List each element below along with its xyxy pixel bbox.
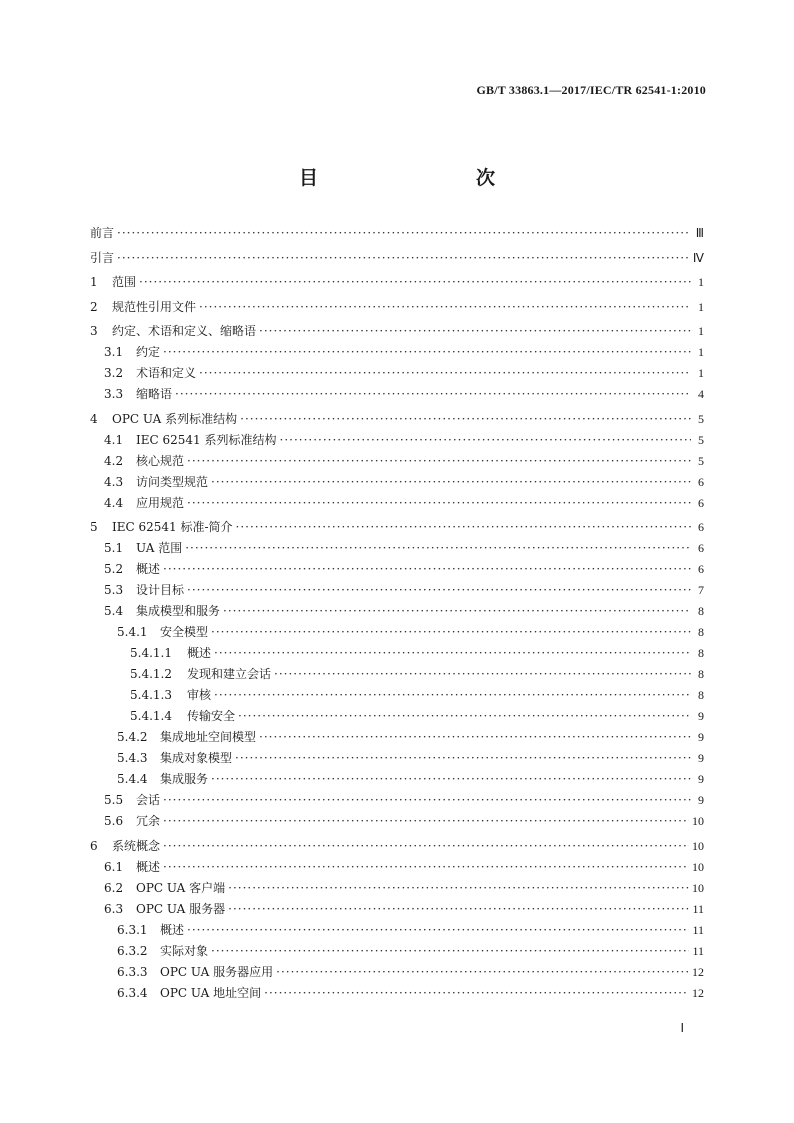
toc-entry-page: 9 — [698, 772, 704, 786]
toc-entry-label: 发现和建立会话 — [187, 667, 272, 681]
toc-entry[interactable] — [90, 219, 704, 240]
toc-entry-page: 4 — [698, 387, 704, 401]
toc-entry-number: 5.4.1.2 — [130, 667, 172, 681]
toc-entry-number: 5.4.1.3 — [130, 688, 172, 702]
toc-entry-number: 1 — [90, 275, 98, 289]
toc-entry-label: IEC 62541 系列标准结构 — [136, 432, 277, 447]
toc-entry-page: Ⅲ — [695, 226, 704, 240]
toc-entry-page: 6 — [698, 495, 704, 510]
toc-entry-number: 3.1 — [104, 345, 124, 359]
toc-entry-label: 冗余 — [136, 814, 161, 828]
toc-entry-number: 5.2 — [104, 562, 124, 576]
toc-entry-number: 2 — [90, 299, 98, 314]
toc-entry-label: 集成地址空间模型 — [160, 730, 257, 744]
dot-leader — [139, 275, 691, 289]
toc-entry-page: 10 — [692, 880, 704, 895]
toc-entry-number: 5.4.3 — [117, 751, 148, 765]
toc-entry-number: 4 — [90, 411, 98, 426]
toc-entry-label: OPC UA 地址空间 — [160, 985, 262, 1000]
table-of-contents — [90, 219, 704, 1000]
dot-leader — [259, 730, 691, 744]
toc-entry[interactable] — [90, 853, 704, 874]
dot-leader — [280, 433, 692, 447]
toc-entry-number: 4.2 — [104, 453, 124, 468]
toc-entry-number: 5.6 — [104, 814, 124, 828]
toc-entry[interactable] — [90, 937, 704, 958]
toc-entry-label: 概述 — [160, 922, 185, 937]
dot-leader — [235, 751, 691, 765]
dot-leader — [117, 251, 690, 265]
toc-entry[interactable] — [90, 380, 704, 401]
dot-leader — [185, 541, 691, 555]
toc-entry-label: 设计目标 — [136, 583, 185, 597]
toc-entry-page: 5 — [698, 453, 704, 468]
toc-entry-number: 4.3 — [104, 474, 124, 489]
page-number: Ⅰ — [680, 1021, 684, 1035]
dot-leader — [214, 646, 691, 660]
toc-entry-number: 6.3.1 — [117, 922, 148, 937]
toc-entry-page: 1 — [698, 324, 704, 338]
toc-entry-label: OPC UA 客户端 — [136, 880, 226, 895]
toc-entry-page: 10 — [692, 814, 704, 828]
dot-leader — [187, 454, 691, 468]
toc-entry-label: 缩略语 — [136, 387, 173, 401]
toc-entry-page: 1 — [698, 366, 704, 380]
toc-entry-page: 8 — [698, 604, 704, 618]
toc-entry[interactable] — [90, 958, 704, 979]
dot-leader — [163, 562, 691, 576]
toc-entry[interactable] — [90, 895, 704, 916]
dot-leader — [223, 604, 691, 618]
toc-entry[interactable] — [90, 405, 704, 426]
toc-entry-number: 5.3 — [104, 583, 124, 597]
toc-entry-page: 9 — [698, 751, 704, 765]
toc-entry-number: 6.2 — [104, 880, 124, 895]
toc-entry-page: 1 — [698, 345, 704, 359]
dot-leader — [240, 412, 691, 426]
toc-entry-label: OPC UA 服务器 — [136, 901, 226, 916]
dot-leader — [199, 300, 691, 314]
toc-entry[interactable] — [90, 660, 704, 681]
toc-entry-label: IEC 62541 标准-简介 — [112, 520, 233, 534]
toc-entry-page: 9 — [698, 709, 704, 723]
dot-leader — [238, 709, 691, 723]
dot-leader — [163, 345, 691, 359]
standard-code-header: GB/T 33863.1—2017/IEC/TR 62541-1:2010 — [476, 83, 706, 97]
dot-leader — [211, 944, 689, 958]
toc-entry-label: 概述 — [136, 859, 161, 874]
toc-entry-label: 应用规范 — [136, 495, 185, 510]
toc-entry-label: 集成服务 — [160, 772, 209, 786]
toc-entry[interactable] — [90, 807, 704, 828]
toc-entry-page: 8 — [698, 688, 704, 702]
toc-entry[interactable] — [90, 639, 704, 660]
toc-entry-label: 概述 — [136, 562, 161, 576]
toc-entry-page: 5 — [698, 411, 704, 426]
toc-entry-label: 集成对象模型 — [160, 751, 233, 765]
toc-entry-page: 10 — [692, 838, 704, 853]
toc-entry-label: 集成模型和服务 — [136, 604, 221, 618]
toc-entry[interactable] — [90, 832, 704, 853]
dot-leader — [211, 772, 691, 786]
toc-entry-number: 6.1 — [104, 859, 124, 874]
toc-entry-number: 5.1 — [104, 541, 124, 555]
toc-entry[interactable] — [90, 618, 704, 639]
dot-leader — [228, 881, 689, 895]
toc-entry-label: 核心规范 — [136, 453, 185, 468]
toc-entry[interactable] — [90, 916, 704, 937]
dot-leader — [163, 793, 691, 807]
toc-entry-number: 5.5 — [104, 793, 124, 807]
dot-leader — [214, 688, 691, 702]
dot-leader — [274, 667, 691, 681]
toc-entry-page: 6 — [698, 520, 704, 534]
toc-entry-page: 11 — [692, 922, 704, 937]
toc-entry-label: 引言 — [90, 250, 115, 265]
toc-entry-label: 审核 — [187, 688, 212, 702]
toc-entry[interactable] — [90, 268, 704, 289]
toc-entry-page: 6 — [698, 541, 704, 555]
dot-leader — [211, 625, 691, 639]
toc-entry-label: 系统概念 — [112, 838, 161, 853]
toc-entry[interactable] — [90, 513, 704, 534]
toc-entry-page: 1 — [698, 299, 704, 314]
toc-entry[interactable] — [90, 244, 704, 265]
dot-leader — [187, 923, 689, 937]
toc-entry-number: 6.3.4 — [117, 985, 148, 1000]
toc-entry-page: 11 — [692, 901, 704, 916]
toc-entry-label: 访问类型规范 — [136, 474, 209, 489]
toc-entry-label: UA 范围 — [136, 541, 183, 555]
toc-entry-label: 安全模型 — [160, 625, 209, 639]
toc-entry-label: 概述 — [187, 646, 212, 660]
toc-entry-page: Ⅳ — [692, 250, 704, 265]
toc-entry-number: 4.4 — [104, 495, 124, 510]
toc-entry-label: 实际对象 — [160, 943, 209, 958]
dot-leader — [211, 475, 691, 489]
toc-entry[interactable] — [90, 489, 704, 510]
toc-entry-number: 5.4 — [104, 604, 124, 618]
dot-leader — [187, 496, 691, 510]
toc-entry-page: 8 — [698, 667, 704, 681]
dot-leader — [199, 366, 691, 380]
toc-entry[interactable] — [90, 979, 704, 1000]
toc-entry-page: 7 — [698, 583, 704, 597]
toc-entry-page: 9 — [698, 730, 704, 744]
dot-leader — [276, 965, 689, 979]
toc-entry-page: 6 — [698, 474, 704, 489]
dot-leader — [259, 324, 691, 338]
toc-entry-number: 5.4.1.4 — [130, 709, 172, 723]
toc-entry-label: 术语和定义 — [136, 366, 197, 380]
toc-entry-page: 12 — [692, 985, 704, 1000]
dot-leader — [264, 986, 689, 1000]
toc-entry-number: 5.4.1 — [117, 625, 148, 639]
toc-entry-page: 5 — [698, 432, 704, 447]
toc-entry-label: OPC UA 系列标准结构 — [112, 411, 238, 426]
toc-entry[interactable] — [90, 702, 704, 723]
toc-entry[interactable] — [90, 555, 704, 576]
dot-leader — [236, 520, 691, 534]
toc-entry[interactable] — [90, 426, 704, 447]
toc-entry-number: 3.2 — [104, 366, 124, 380]
toc-entry[interactable] — [90, 597, 704, 618]
toc-entry-label: 规范性引用文件 — [112, 299, 197, 314]
toc-entry[interactable] — [90, 338, 704, 359]
toc-entry-label: 会话 — [136, 793, 161, 807]
toc-entry-page: 11 — [692, 943, 704, 958]
toc-entry[interactable] — [90, 765, 704, 786]
dot-leader — [117, 226, 691, 240]
page-title: 目 次 — [298, 166, 535, 189]
toc-entry-page: 10 — [692, 859, 704, 874]
toc-entry[interactable] — [90, 786, 704, 807]
toc-entry-number: 3 — [90, 324, 98, 338]
dot-leader — [163, 814, 689, 828]
dot-leader — [228, 902, 689, 916]
toc-entry-label: 前言 — [90, 226, 115, 240]
toc-entry-page: 6 — [698, 562, 704, 576]
toc-entry-number: 5.4.1.1 — [130, 646, 172, 660]
toc-entry[interactable] — [90, 359, 704, 380]
toc-entry-number: 6.3.3 — [117, 964, 148, 979]
toc-entry-label: 传输安全 — [187, 709, 236, 723]
toc-entry-number: 6.3 — [104, 901, 124, 916]
toc-entry[interactable] — [90, 744, 704, 765]
toc-entry-page: 8 — [698, 625, 704, 639]
toc-entry-number: 6.3.2 — [117, 943, 148, 958]
toc-entry-number: 5.4.2 — [117, 730, 148, 744]
toc-entry-number: 5 — [90, 520, 98, 534]
dot-leader — [175, 387, 691, 401]
toc-entry[interactable] — [90, 874, 704, 895]
toc-entry[interactable] — [90, 723, 704, 744]
toc-entry-label: OPC UA 服务器应用 — [160, 964, 274, 979]
toc-entry-label: 约定 — [136, 345, 161, 359]
dot-leader — [187, 583, 691, 597]
toc-entry[interactable] — [90, 534, 704, 555]
toc-entry[interactable] — [90, 576, 704, 597]
toc-entry-number: 3.3 — [104, 387, 124, 401]
dot-leader — [163, 839, 689, 853]
toc-entry[interactable] — [90, 681, 704, 702]
toc-entry[interactable] — [90, 317, 704, 338]
toc-entry-label: 范围 — [112, 275, 137, 289]
toc-entry-number: 6 — [90, 838, 98, 853]
toc-entry-number: 5.4.4 — [117, 772, 148, 786]
toc-entry-page: 1 — [698, 275, 704, 289]
toc-entry-page: 12 — [692, 964, 704, 979]
dot-leader — [163, 860, 689, 874]
toc-entry-page: 8 — [698, 646, 704, 660]
toc-entry[interactable] — [90, 447, 704, 468]
toc-entry-label: 约定、术语和定义、缩略语 — [112, 324, 257, 338]
toc-entry[interactable] — [90, 468, 704, 489]
toc-entry[interactable] — [90, 293, 704, 314]
toc-entry-number: 4.1 — [104, 432, 124, 447]
toc-entry-page: 9 — [698, 793, 704, 807]
